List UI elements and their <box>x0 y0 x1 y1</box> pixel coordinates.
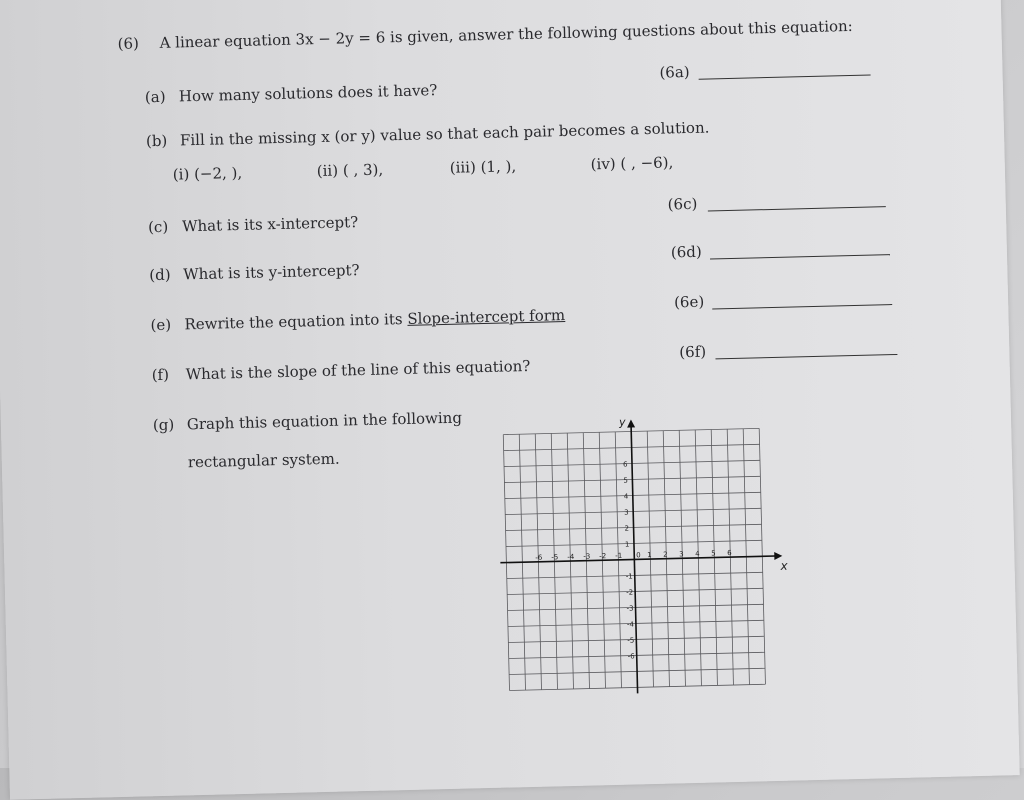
x-tick-label: -3 <box>583 552 591 561</box>
part-d-label: (d) <box>149 265 171 285</box>
part-g-line1: Graph this equation in the following <box>186 408 463 434</box>
y-tick-label: -5 <box>627 636 635 645</box>
y-axis-arrowhead <box>627 419 635 427</box>
x-tick-label: 4 <box>695 549 700 558</box>
part-b-text: Fill in the missing x (or y) value so that each pair becomes a solution. <box>179 118 710 150</box>
y-tick-label: -3 <box>626 604 634 613</box>
answer-6c-blank[interactable] <box>708 206 886 211</box>
y-tick-label: -4 <box>626 620 635 629</box>
x-axis-label: x <box>780 558 788 573</box>
answer-6a-label: (6a) <box>659 62 690 82</box>
y-tick-label: -2 <box>626 588 634 597</box>
part-e-label: (e) <box>150 315 172 335</box>
question-number: (6) <box>117 34 140 53</box>
y-axis-label: y <box>618 415 626 429</box>
x-tick-label: 3 <box>679 550 684 559</box>
part-f-text: What is the slope of the line of this equation? <box>185 356 531 384</box>
answer-6f-label: (6f) <box>679 342 707 362</box>
y-tick-label: 3 <box>624 508 629 517</box>
answer-6e-blank[interactable] <box>712 304 892 309</box>
y-tick-label: -1 <box>625 572 633 581</box>
slope-intercept-term: Slope-intercept form <box>407 306 566 328</box>
x-tick-label: -2 <box>599 552 607 561</box>
coordinate-grid[interactable] <box>489 415 788 699</box>
y-tick-label: 2 <box>624 524 630 533</box>
part-c-text: What is its x-intercept? <box>181 213 359 236</box>
part-c-label: (c) <box>147 217 169 237</box>
pair-iii: (iii) (1, ), <box>449 157 517 177</box>
part-g-line2: rectangular system. <box>187 449 340 472</box>
part-d-text: What is its y-intercept? <box>183 261 360 284</box>
part-b-label: (b) <box>145 131 168 151</box>
x-tick-label: -6 <box>535 553 543 562</box>
y-tick-label: 5 <box>623 476 628 485</box>
part-e-text-pre: Rewrite the equation into its <box>184 309 408 334</box>
x-tick-label: -5 <box>551 553 559 562</box>
y-tick-label: 1 <box>624 540 630 549</box>
part-a-label: (a) <box>144 87 166 107</box>
y-tick-label: 6 <box>622 460 628 469</box>
x-tick-label: 6 <box>727 549 732 558</box>
pair-iv: (iv) ( , −6), <box>590 153 674 174</box>
pair-i: (i) (−2, ), <box>172 163 243 184</box>
part-g-label: (g) <box>152 415 175 435</box>
answer-6f-blank[interactable] <box>715 354 897 359</box>
answer-6e-label: (6e) <box>673 292 705 312</box>
part-a-text: How many solutions does it have? <box>178 81 438 106</box>
question-header: A linear equation 3x − 2y = 6 is given, answer the following questions about this equation: <box>159 16 853 52</box>
answer-6d-blank[interactable] <box>710 254 890 259</box>
answer-6a-blank[interactable] <box>699 75 871 80</box>
y-tick-label: -6 <box>627 652 635 661</box>
answer-6d-label: (6d) <box>670 242 702 262</box>
part-e-text <box>184 306 565 333</box>
x-tick-label: 2 <box>663 550 668 559</box>
x-tick-label: -1 <box>615 551 623 560</box>
pair-ii: (ii) ( , 3), <box>316 160 384 181</box>
part-f-label: (f) <box>151 365 170 385</box>
x-tick-label: -4 <box>567 552 575 562</box>
x-tick-label: 5 <box>711 549 716 558</box>
answer-6c-label: (6c) <box>667 194 698 214</box>
y-tick-label: 4 <box>623 492 629 501</box>
x-tick-label: 1 <box>647 551 652 560</box>
x-tick-label: 0 <box>636 551 641 560</box>
coordinate-grid-svg <box>489 415 788 699</box>
